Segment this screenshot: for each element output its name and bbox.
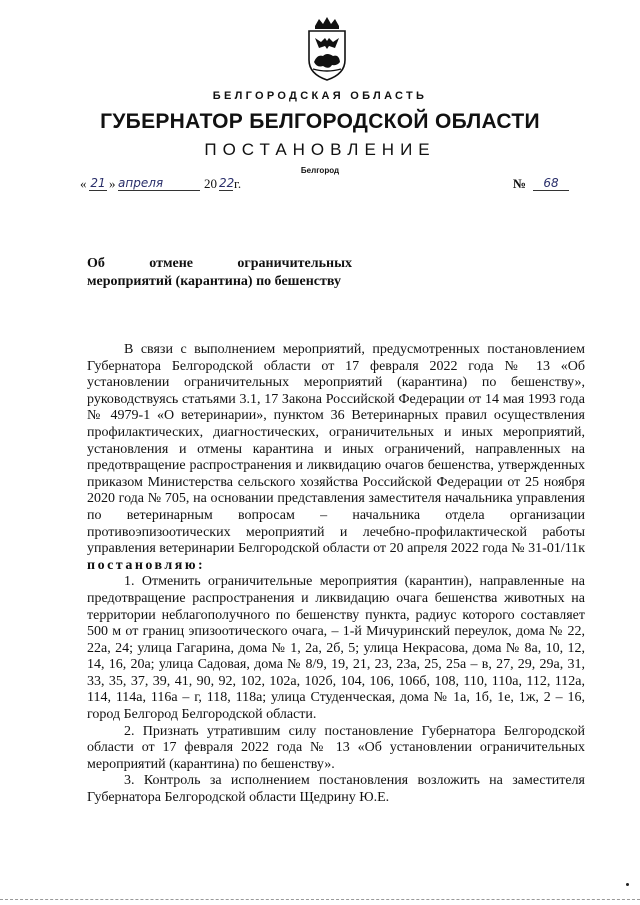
number-label: № — [513, 176, 527, 191]
date-year-suffix: 22 — [219, 176, 235, 190]
subject-line-2: мероприятий (карантина) по бешенству — [87, 274, 341, 289]
clause-1-paragraph: 1. Отменить ограничительные мероприятия (карантин), направленные на предотвращение распространения и ликвидацию очага бешенства животных на территории неблагополучного по бешенству пункта, радиус которого составляет 500 м от границ эпизоотического очага, – 1-й Мичуринский переулок, дома № 22, 22а, 24; улица Гагарина, дома № 1, 2а, 2б, 5; улица Некрасова, дома № 8а, 10, 12, 14, 16, 20а; улица Садовая, дома № 8/9, 19, 21, 23, 23а, 25, 25а – в, 27, 29, 29а, 31, 33, 35, 37, 39, 41, 90, 92, 102, 102а, 102б, 104, 106, 106б, 108, 110, 110а, 112, 112а, 114, 114а, 116а – г, 118, 118а; улица Студенческая, дома № 1а, 1б, 1е, 1ж, 2 – 16, город Белгород Белгородской области. — [87, 574, 585, 723]
scan-edge-line — [0, 899, 640, 900]
region-name: БЕЛГОРОДСКАЯ ОБЛАСТЬ — [212, 90, 428, 102]
scan-speck — [626, 883, 629, 886]
belgorod-coat-of-arms-icon — [301, 16, 353, 82]
date-month: апреля — [118, 176, 200, 191]
subject-line-1: Об отмене ограничительных — [87, 256, 352, 271]
date-close-quote: » — [109, 176, 116, 191]
clause-3-paragraph: 3. Контроль за исполнением постановления возложить на заместителя Губернатора Белгородской области Щедрину Ю.Е. — [87, 773, 585, 806]
date-open-quote: « — [80, 176, 87, 191]
preamble-text: В связи с выполнением мероприятий, предусмотренных постановлением Губернатора Белгородской области от 17 февраля 2022 года № 13 «Об установлении ограничительных мероприятий (карантина) по бешенству», руководствуясь статьями 3.1, 17 Закона Российской Федерации от 14 мая 1993 года № 4979-1 «О ветеринарии», пунктом 36 Ветеринарных правил осуществления профилактических, диагностических, ограничительных и иных мероприятий, установления и отмены карантина и иных ограничений, направленных на предотвращение распространения и ликвидацию очагов бешенства, утвержденных приказом Министерства сельского хозяйства Российской Федерации от 25 ноября 2020 года № 705, на основании представления заместителя начальника управления по ветеринарным вопросам – начальника отдела организации противоэпизоотических мероприятий и лечебно-профилактической работы управления ветеринарии Белгородской области от 20 апреля 2022 года № 31-01/11к — [87, 342, 585, 557]
date-number-line — [80, 176, 570, 194]
issuer-title: ГУБЕРНАТОР БЕЛГОРОДСКОЙ ОБЛАСТИ — [100, 110, 540, 133]
resolve-word: постановляю: — [87, 557, 206, 573]
preamble-paragraph — [87, 342, 585, 574]
document-type: ПОСТАНОВЛЕНИЕ — [204, 140, 436, 159]
clause-2-paragraph: 2. Признать утратившим силу постановление Губернатора Белгородской области от 17 февраля 2022 года № 13 «Об установлении ограничительных мероприятий (карантина) по бешенству». — [87, 723, 585, 772]
document-subject — [87, 255, 352, 291]
date-year-prefix: 20 — [204, 176, 217, 191]
document-number: 68 — [533, 176, 569, 191]
issue-city: Белгород — [300, 166, 340, 175]
date-day: 21 — [90, 176, 106, 190]
document-body — [87, 342, 585, 807]
date-year-unit: г. — [234, 176, 242, 191]
